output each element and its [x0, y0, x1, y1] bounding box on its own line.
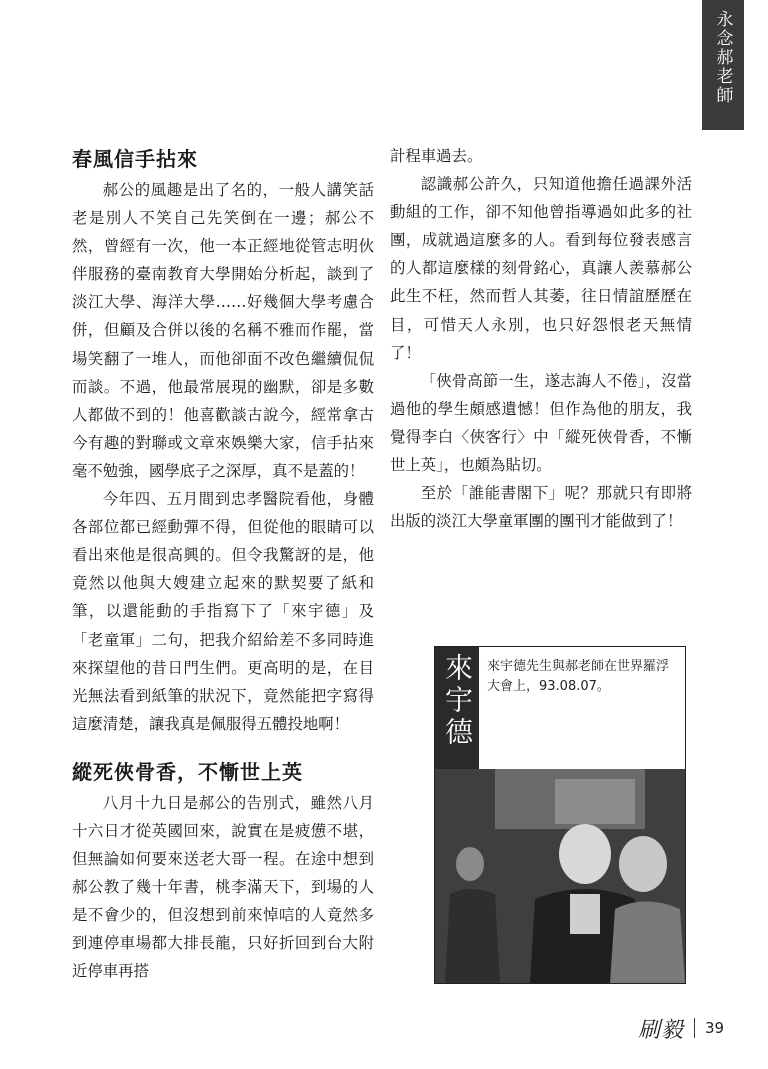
photo [435, 769, 685, 983]
paragraph-hospital-visit: 今年四、五月間到忠孝醫院看他，身體各部位都已經動彈不得，但從他的眼睛可以看出來他是很高興的。但令我驚訝的是，他竟然以他與大嫂建立起來的默契要了紙和筆，以還能動的手指寫下了「來宇德」及「老童軍」二句，把我介紹給差不多同時進來探望他的昔日門生們。更高明的是，在目光無法看到紙筆的狀況下，竟然能把字寫得這麼清楚，讓我真是佩服得五體投地啊！ [72, 490, 374, 733]
page-footer [638, 1012, 724, 1044]
left-column [72, 142, 374, 986]
paragraph-acquaintance: 認識郝公許久，只知道他擔任過課外活動組的工作，卻不知他曾指導過如此多的社團，成就過這麼多的人。看到每位發表感言的人都這麼樣的刻骨銘心，真讓人羨慕郝公此生不枉，然而哲人其萎，往日情誼歷歷在目，可惜天人永別，也只好怨恨老天無情了！ [390, 175, 692, 362]
photo-image [435, 769, 685, 983]
right-column [390, 142, 692, 535]
paragraph-humor: 郝公的風趣是出了名的，一般人講笑話老是別人不笑自己先笑倒在一邊；郝公不然，曾經有一次，他一本正經地從管志明伙伴服務的臺南教育大學開始分析起，談到了淡江大學、海洋大學……好幾個大學考慮合併，但顧及合併以後的名稱不雅而作罷，當場笑翻了一堆人，而他卻面不改色繼續侃侃而談。不過，他最常展現的幽默，卻是多數人都做不到的！他喜歡談古說今，經常拿古今有趣的對聯或文章來娛樂大家，信手拈來毫不勉強，國學底子之深厚，真不是蓋的！ [72, 181, 374, 480]
author-name: 來宇德 [441, 653, 474, 749]
section-tab [702, 0, 744, 130]
footer-divider [694, 1018, 695, 1038]
paragraph-funeral: 八月十九日是郝公的告別式，雖然八月十六日才從英國回來，說實在是疲憊不堪，但無論如何要來送老大哥一程。在途中想到郝公教了幾十年書，桃李滿天下，到場的人是不會少的，但沒想到前來悼唁的人竟然多到連停車場都大排長龍，只好折回到台大附近停車再搭 [72, 793, 374, 981]
heading-chivalry: 縱死俠骨香，不慚世上英 [72, 759, 303, 784]
photo-caption: 來宇德先生與郝老師在世界羅浮大會上，93.08.07。 [487, 659, 670, 694]
paragraph-funeral-continued: 計程車過去。 [390, 147, 483, 165]
author-name-tab [435, 647, 479, 769]
heading-spring-breeze: 春風信手拈來 [72, 147, 198, 171]
paragraph-closing: 至於「誰能書閣下」呢？那就只有即將出版的淡江大學童軍團的團刊才能做到了！ [390, 484, 692, 531]
paragraph-regret: 「俠骨高節一生，遂志誨人不倦」，沒當過他的學生頗感遺憾！但作為他的朋友，我覺得李白〈俠客行〉中「縱死俠骨香，不慚世上英」，也頗為貼切。 [390, 371, 692, 475]
magazine-logo: 刷毅 [638, 1017, 685, 1043]
page-number: 39 [705, 1019, 725, 1037]
photo-box [434, 646, 686, 984]
section-tab-label: 永念郝老師 [712, 10, 733, 105]
